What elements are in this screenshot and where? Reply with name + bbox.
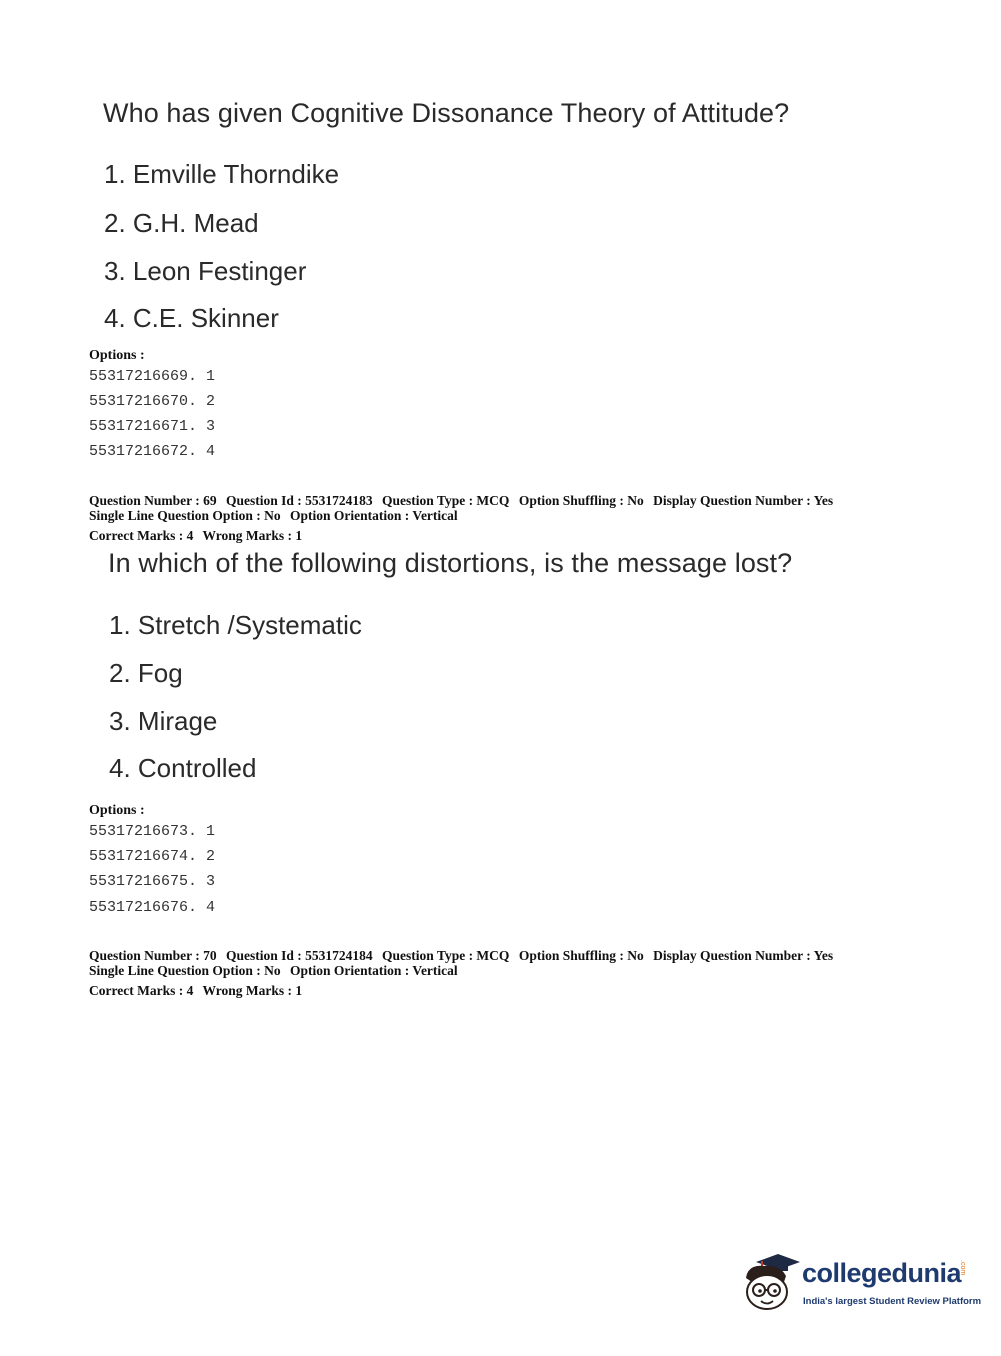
meta-orientation: Option Orientation : Vertical	[290, 508, 458, 523]
question-text: Who has given Cognitive Dissonance Theory of Attitude?	[103, 98, 790, 128]
choice-1: 1. Stretch /Systematic	[109, 610, 362, 640]
option-id: 55317216669. 1	[89, 368, 216, 385]
meta-wrong-marks: Wrong Marks : 1	[202, 528, 303, 543]
option-id: 55317216675. 3	[89, 873, 216, 890]
logo-tagline: India's largest Student Review Platform	[803, 1296, 982, 1307]
choice-3: 3. Mirage	[109, 706, 218, 736]
mascot-icon	[740, 1252, 802, 1314]
choice-4: 4. Controlled	[109, 753, 257, 783]
meta-question-type: Question Type : MCQ	[382, 948, 510, 963]
question-meta	[89, 493, 839, 508]
choice-3: 3. Leon Festinger	[104, 256, 307, 286]
meta-question-number: Question Number : 70	[89, 948, 217, 963]
meta-question-number: Question Number : 69	[89, 493, 217, 508]
meta-orientation: Option Orientation : Vertical	[290, 963, 458, 978]
meta-single-line: Single Line Question Option : No	[89, 508, 281, 523]
question-marks	[89, 983, 308, 998]
meta-single-line: Single Line Question Option : No	[89, 963, 281, 978]
meta-display-question-number: Display Question Number : Yes	[653, 493, 834, 508]
option-id: 55317216671. 3	[89, 418, 216, 435]
meta-wrong-marks: Wrong Marks : 1	[202, 983, 303, 998]
question-meta	[89, 948, 839, 963]
collegedunia-logo[interactable]	[740, 1252, 982, 1314]
meta-display-question-number: Display Question Number : Yes	[653, 948, 834, 963]
logo-dotcom: .com	[959, 1260, 966, 1276]
choice-2: 2. Fog	[109, 658, 183, 688]
logo-wordmark: collegedunia	[802, 1258, 962, 1288]
option-id: 55317216673. 1	[89, 823, 216, 840]
meta-question-type: Question Type : MCQ	[382, 493, 510, 508]
meta-correct-marks: Correct Marks : 4	[89, 528, 194, 543]
meta-option-shuffling: Option Shuffling : No	[518, 493, 644, 508]
question-meta	[89, 963, 464, 978]
question-meta	[89, 508, 464, 523]
choice-4: 4. C.E. Skinner	[104, 303, 279, 333]
option-id: 55317216672. 4	[89, 443, 216, 460]
options-label: Options :	[89, 803, 145, 818]
meta-correct-marks: Correct Marks : 4	[89, 983, 194, 998]
option-id: 55317216674. 2	[89, 848, 216, 865]
meta-question-id: Question Id : 5531724184	[226, 948, 373, 963]
choice-2: 2. G.H. Mead	[104, 208, 259, 238]
question-marks	[89, 528, 308, 543]
option-id: 55317216670. 2	[89, 393, 216, 410]
options-label: Options :	[89, 348, 145, 363]
meta-option-shuffling: Option Shuffling : No	[518, 948, 644, 963]
question-text: In which of the following distortions, is the message lost?	[108, 548, 793, 578]
choice-1: 1. Emville Thorndike	[104, 159, 340, 189]
meta-question-id: Question Id : 5531724183	[226, 493, 373, 508]
option-id: 55317216676. 4	[89, 899, 216, 916]
